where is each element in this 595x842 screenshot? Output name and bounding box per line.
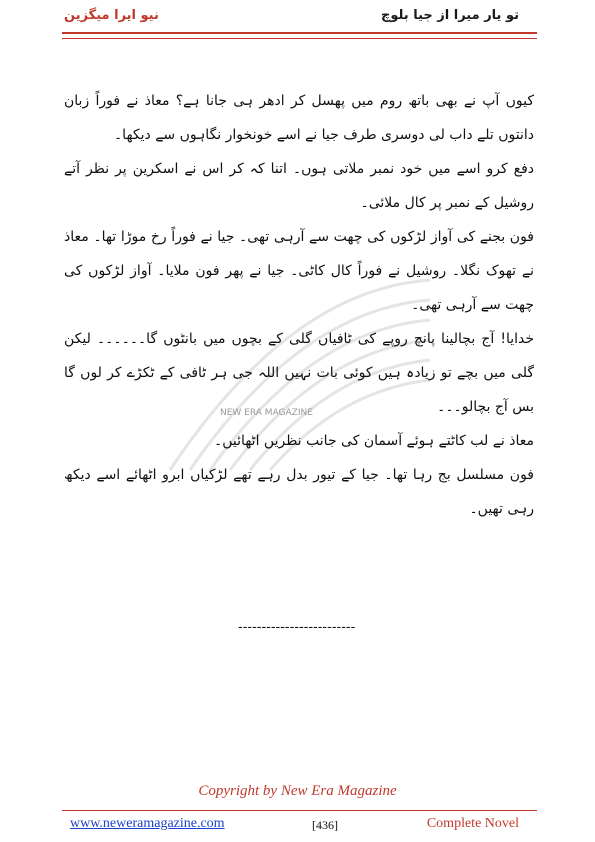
header-divider xyxy=(62,32,537,39)
magazine-name: نیو ایرا میگزین xyxy=(64,8,159,23)
copyright-notice: Copyright by New Era Magazine xyxy=(198,783,397,799)
article-body xyxy=(64,84,534,526)
paragraph: فون بجنے کی آواز لڑکوں کی چھت سے آرہی تھی۔ جیا نے فوراً رخ موڑا تھا۔ معاذ نے تھوک نگلا۔ روشیل نے فوراً کال کاٹی۔ جیا نے پھر فون ملایا۔ آواز لڑکوں کی چھت سے آرہی تھی۔ xyxy=(64,229,534,313)
paragraph: دفع کرو اسے میں خود نمبر ملاتی ہوں۔ اتنا کہ کر اس نے اسکرین پر نظر آتے روشیل کے نمبر پر کال ملائی۔ xyxy=(64,161,534,211)
section-separator: ------------------------- xyxy=(238,620,356,635)
page-number: [436] xyxy=(312,818,338,832)
paragraph: کیوں آپ نے بھی باتھ روم میں پھسل کر ادھر ہی جانا ہے؟ معاذ نے فوراً زبان دانتوں تلے داب لی دوسری طرف جیا نے اسے خونخوار نگاہوں سے دیکھا۔ xyxy=(64,93,534,143)
watermark-text: NEW ERA MAGAZINE xyxy=(220,408,313,418)
paragraph: معاذ نے لب کاٹتے ہوئے آسمان کی جانب نظریں اٹھائیں۔ xyxy=(213,433,534,449)
novel-title-author: تو یار میرا از جیا بلوچ xyxy=(380,8,519,23)
website-link[interactable]: www.neweramagazine.com xyxy=(70,816,225,831)
paragraph: فون مسلسل بج رہا تھا۔ جیا کے تیور بدل رہے تھے لڑکیاں ابرو اٹھائے اسے دیکھ رہی تھیں۔ xyxy=(64,467,534,517)
paragraph: خدایا! آج بچالینا پانچ روپے کی ٹافیاں گلی کے بچوں میں بانٹوں گا۔۔۔۔۔۔ لیکن گلی میں بچے تو زیادہ ہیں کوئی بات نہیں اللہ جی ہر ٹافی کے ٹکڑے کر لوں گا بس آج بچالو۔۔۔ xyxy=(64,331,534,415)
footer-label: Complete Novel xyxy=(426,816,519,831)
footer-divider xyxy=(62,810,537,811)
